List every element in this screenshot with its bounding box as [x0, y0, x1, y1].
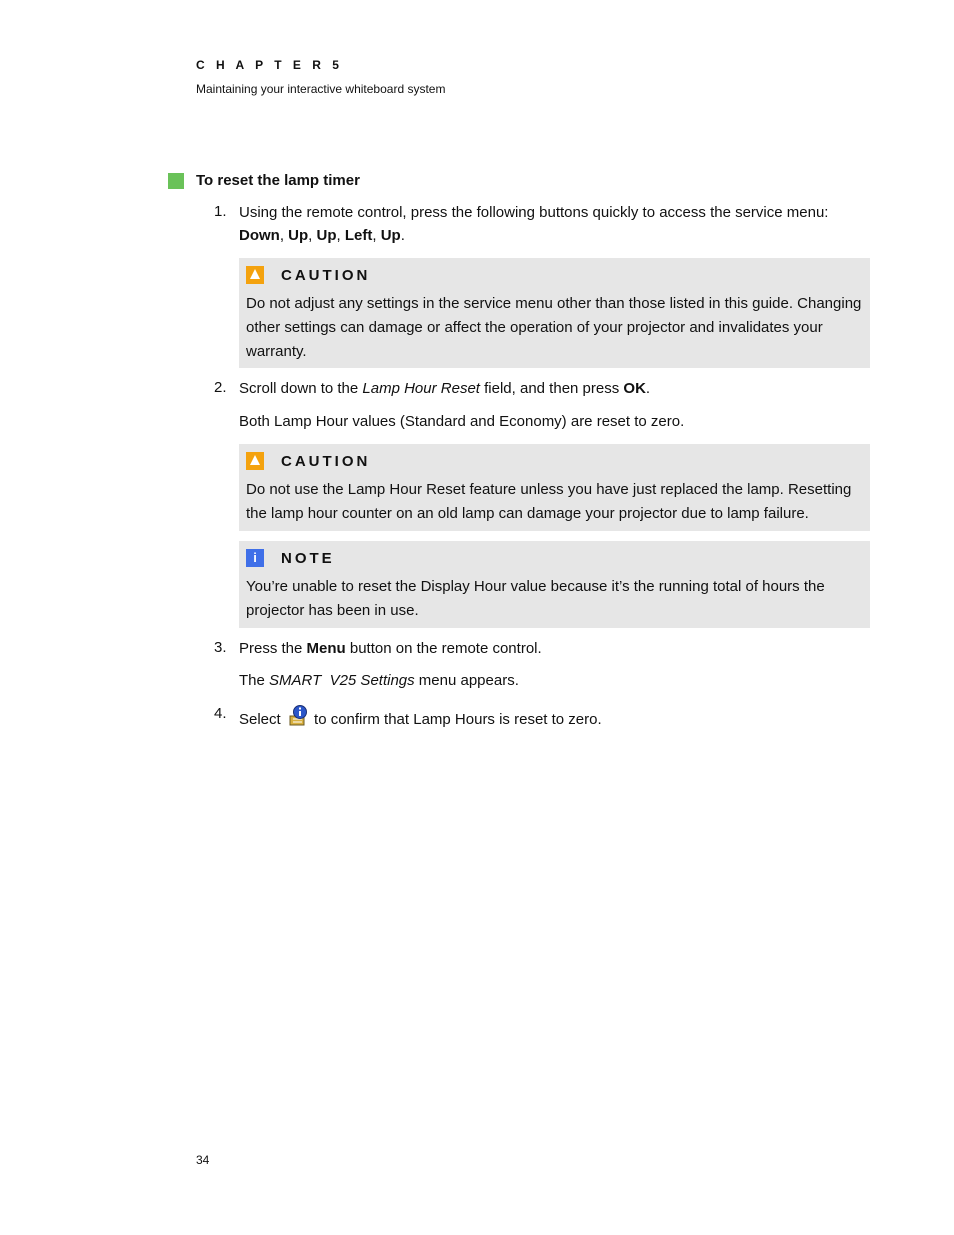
step-3-text	[239, 637, 542, 660]
step-2-result: Both Lamp Hour values (Standard and Economy) are reset to zero.	[239, 413, 685, 430]
step-number: 2.	[214, 379, 227, 396]
step-text: field, and then press	[479, 380, 624, 397]
chapter-title: Maintaining your interactive whiteboard system	[196, 82, 446, 96]
caution-title: CAUTION	[281, 452, 371, 470]
page-number: 34	[196, 1153, 210, 1167]
caution-title: CAUTION	[281, 266, 371, 284]
chapter-label: C H A P T E R 5	[196, 58, 343, 72]
caution-header	[246, 444, 862, 478]
menu-name: SMART V25 Settings	[269, 672, 415, 689]
step-3-result	[239, 669, 519, 692]
caution-icon	[246, 452, 264, 470]
step-number: 3.	[214, 639, 227, 656]
step-1-button-sequence: Down, Up, Up, Left, Up.	[239, 227, 405, 244]
caution-icon	[246, 266, 264, 284]
key-name: OK	[623, 380, 646, 397]
step-text: Press the	[239, 640, 307, 657]
key-name: Menu	[306, 640, 346, 657]
caution-line: the lamp hour counter on an old lamp can damage your projector due to lamp failure.	[246, 505, 809, 522]
field-name: Lamp Hour Reset	[362, 380, 480, 397]
note-text	[246, 575, 862, 625]
caution-line: Do not adjust any settings in the service menu other than those listed in this guide. Changing	[246, 295, 862, 312]
step-4-text	[239, 705, 602, 734]
button-name: Down	[239, 227, 280, 244]
caution-box	[239, 258, 870, 368]
caution-text	[246, 478, 862, 528]
step-text: menu appears.	[414, 672, 519, 689]
button-name: Left	[344, 227, 373, 244]
button-name: Up	[380, 227, 401, 244]
caution-text	[246, 292, 862, 366]
note-box	[239, 541, 870, 628]
note-header	[246, 541, 862, 575]
note-title: NOTE	[281, 549, 335, 567]
note-line: projector has been in use.	[246, 602, 419, 619]
step-text: button on the remote control.	[345, 640, 542, 657]
caution-line: Do not use the Lamp Hour Reset feature unless you have just replaced the lamp. Resetting	[246, 481, 852, 498]
caution-box	[239, 444, 870, 531]
info-icon: i	[246, 549, 264, 567]
caution-line: other settings can damage or affect the operation of your projector and invalidates your	[246, 319, 823, 336]
step-number: 4.	[214, 705, 227, 722]
step-2-text: Scroll down to the Lamp Hour Reset field, and then press OK.	[239, 380, 651, 397]
caution-line: warranty.	[246, 343, 307, 360]
info-settings-icon	[288, 705, 308, 734]
note-line: You’re unable to reset the Display Hour value because it’s the running total of hours the	[246, 578, 825, 595]
caution-header	[246, 258, 862, 292]
step-text: Select	[239, 711, 285, 728]
step-1-intro: Using the remote control, press the following buttons quickly to access the service menu:	[239, 204, 829, 221]
step-number: 1.	[214, 203, 227, 220]
procedure-title: To reset the lamp timer	[196, 172, 360, 189]
step-1-text	[239, 201, 828, 247]
button-name: Up	[316, 227, 337, 244]
step-text: to confirm that Lamp Hours is reset to zero.	[309, 711, 602, 728]
procedure-marker-icon	[168, 173, 184, 189]
procedure-heading	[168, 172, 360, 189]
step-text: Scroll down to the	[239, 380, 363, 397]
button-name: Up	[288, 227, 309, 244]
step-text: The	[239, 672, 270, 689]
